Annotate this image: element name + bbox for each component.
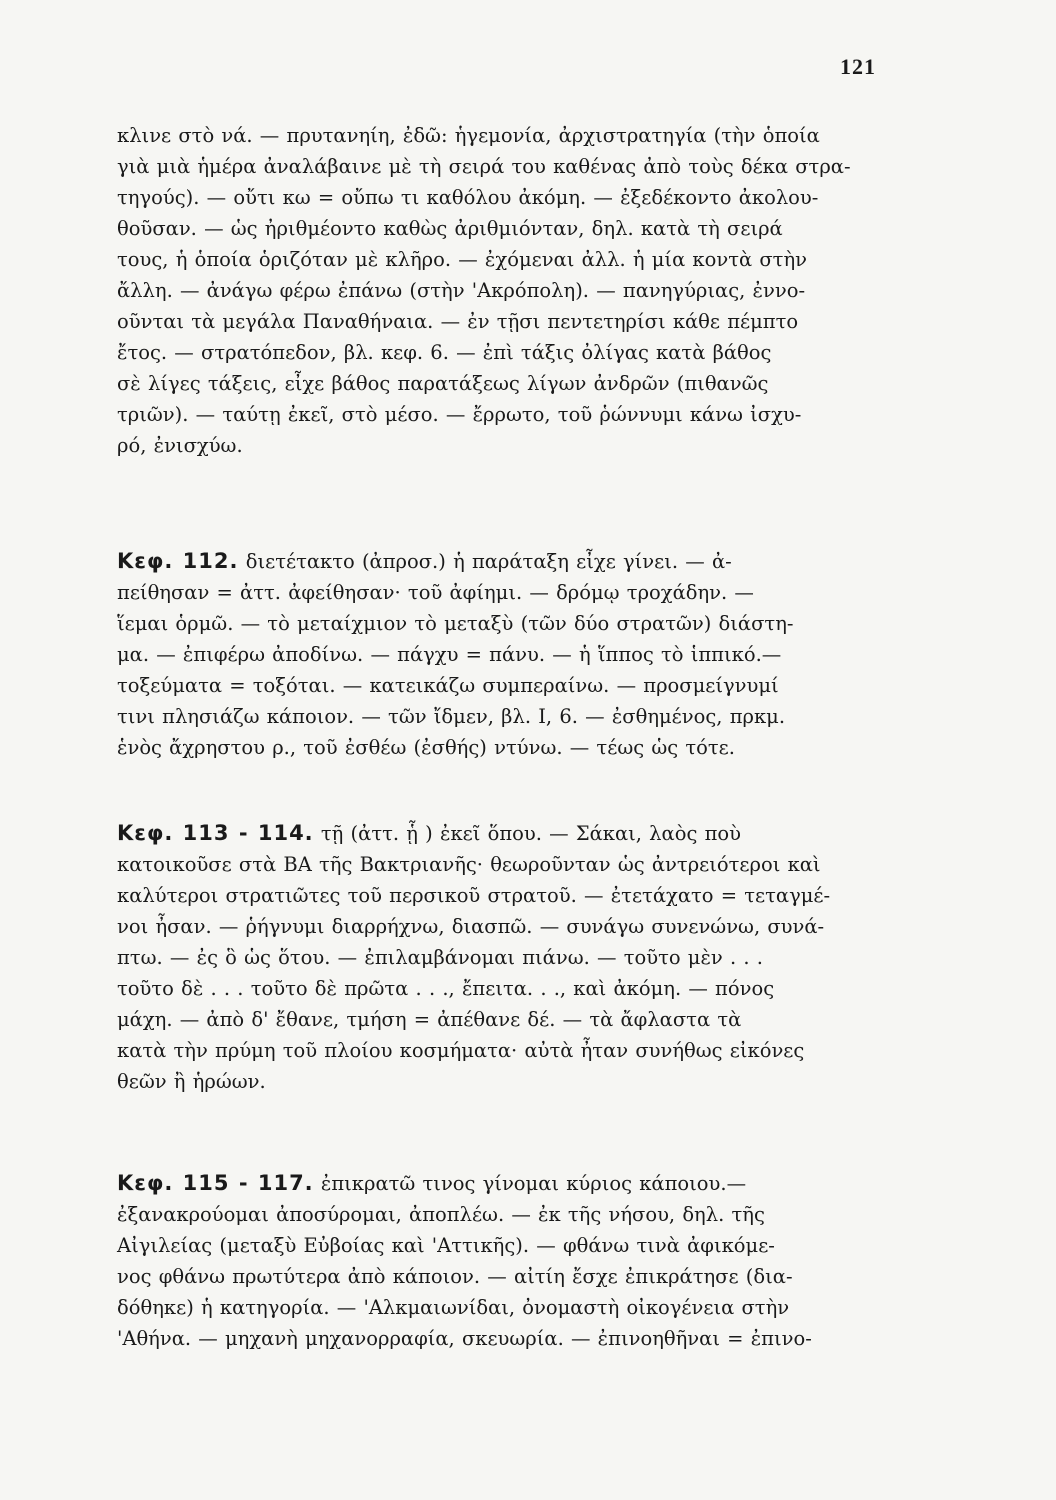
text-line: Αἰγιλείας (μεταξὺ Εὐβοίας καὶ 'Αττικῆς). — φθάνω τινὰ ἀφικόμε-: [117, 1234, 775, 1257]
text-line: καλύτεροι στρατιῶτες τοῦ περσικοῦ στρατοῦ. — ἐτετάχατο = τεταγμέ-: [117, 884, 831, 907]
text-line: ἄλλη. — ἀνάγω φέρω ἐπάνω (στὴν 'Ακρόπολη). — πανηγύριας, ἐννο-: [117, 279, 806, 302]
text-line: κατὰ τὴν πρύμη τοῦ πλοίου κοσμήματα· αὐτὰ ἦταν συνήθως εἰκόνες: [117, 1039, 805, 1062]
text-line: τοξεύματα = τοξόται. — κατεικάζω συμπεραίνω. — προσμείγνυμί: [117, 674, 779, 697]
commentary-section-113-114: [117, 818, 963, 1097]
text-line: πτω. — ἐς ὃ ὡς ὅτου. — ἐπιλαμβάνομαι πιάνω. — τοῦτο μὲν . . .: [117, 946, 763, 969]
commentary-section-115-117: [117, 1168, 963, 1354]
text-line: μάχη. — ἀπὸ δ' ἔθανε, τμήση = ἀπέθανε δέ. — τὰ ἄφλαστα τὰ: [117, 1008, 742, 1031]
text-line: κατοικοῦσε στὰ ΒΑ τῆς Βακτριανῆς· θεωροῦνταν ὡς ἀντρειότεροι καὶ: [117, 853, 821, 876]
text-line: μα. — ἐπιφέρω ἀποδίνω. — πάγχυ = πάνυ. — ἡ ἵππος τὸ ἱππικό.—: [117, 643, 782, 666]
text-line: κλινε στὸ νά. — πρυτανηίη, ἐδῶ: ἡγεμονία, ἀρχιστρατηγία (τὴν ὁποία: [117, 124, 820, 147]
text-line: [117, 546, 963, 577]
text-line: ἑνὸς ἄχρηστου ρ., τοῦ ἐσθέω (ἐσθής) ντύνω. — τέως ὡς τότε.: [117, 736, 735, 759]
text-line: θοῦσαν. — ὡς ἠριθμέοντο καθὼς ἀριθμιόνταν, δηλ. κατὰ τὴ σειρά: [117, 217, 783, 240]
text-line-body: διετέτακτο (ἀπροσ.) ἡ παράταξη εἶχε γίνει. — ἀ-: [245, 550, 732, 573]
text-line: ρό, ἐνισχύω.: [117, 434, 243, 457]
chapter-heading: Κεφ. 113 - 114.: [117, 821, 314, 845]
text-line: γιὰ μιὰ ἡμέρα ἀναλάβαινε μὲ τὴ σειρά του καθένας ἀπὸ τοὺς δέκα στρα-: [117, 155, 851, 178]
text-line: τριῶν). — ταύτῃ ἐκεῖ, στὸ μέσο. — ἔρρωτο, τοῦ ῥώννυμι κάνω ἰσχυ-: [117, 403, 802, 426]
chapter-heading: Κεφ. 112.: [117, 549, 239, 573]
text-line: τους, ἡ ὁποία ὁριζόταν μὲ κλῆρο. — ἐχόμεναι ἀλλ. ἡ μία κοντὰ στὴν: [117, 248, 808, 271]
text-line: σὲ λίγες τάξεις, εἶχε βάθος παρατάξεως λίγων ἀνδρῶν (πιθανῶς: [117, 372, 769, 395]
commentary-section-1: [117, 120, 963, 461]
text-line: τινι πλησιάζω κάποιον. — τῶν ἴδμεν, βλ. Ι, 6. — ἐσθημένος, πρκμ.: [117, 705, 786, 728]
text-line: [117, 818, 963, 849]
text-line: τοῦτο δὲ . . . τοῦτο δὲ πρῶτα . . ., ἔπειτα. . ., καὶ ἀκόμη. — πόνος: [117, 977, 775, 1000]
text-line: νος φθάνω πρωτύτερα ἀπὸ κάποιον. — αἰτίη ἔσχε ἐπικράτησε (δια-: [117, 1265, 793, 1288]
text-line: θεῶν ἢ ἡρώων.: [117, 1070, 266, 1093]
text-line: ἐξανακρούομαι ἀποσύρομαι, ἀποπλέω. — ἐκ τῆς νήσου, δηλ. τῆς: [117, 1203, 765, 1226]
text-line: [117, 1168, 963, 1199]
commentary-section-112: [117, 546, 963, 763]
text-line: δόθηκε) ἡ κατηγορία. — 'Αλκμαιωνίδαι, ὀνομαστὴ οἰκογένεια στὴν: [117, 1296, 790, 1319]
page-number: 121: [840, 54, 876, 79]
text-line: ἵεμαι ὁρμῶ. — τὸ μεταίχμιον τὸ μεταξὺ (τῶν δύο στρατῶν) διάστη-: [117, 612, 794, 635]
text-line-body: τῇ (ἀττ. ᾗ ) ἐκεῖ ὅπου. — Σάκαι, λαὸς ποὺ: [320, 822, 741, 845]
text-line: 'Αθήνα. — μηχανὴ μηχανορραφία, σκευωρία. — ἐπινοηθῆναι = ἐπινο-: [117, 1327, 812, 1350]
text-line: τηγούς). — οὔτι κω = οὔπω τι καθόλου ἀκόμη. — ἐξεδέκοντο ἀκολου-: [117, 186, 819, 209]
chapter-heading: Κεφ. 115 - 117.: [117, 1171, 314, 1195]
text-line: οῦνται τὰ μεγάλα Παναθήναια. — ἐν τῇσι πεντετηρίσι κάθε πέμπτο: [117, 310, 799, 333]
text-line: ἔτος. — στρατόπεδον, βλ. κεφ. 6. — ἐπὶ τάξις ὀλίγας κατὰ βάθος: [117, 341, 772, 364]
text-line: πείθησαν = ἀττ. ἀφείθησαν· τοῦ ἀφίημι. — δρόμῳ τροχάδην. —: [117, 581, 754, 604]
text-line-body: ἐπικρατῶ τινος γίνομαι κύριος κάποιου.—: [320, 1172, 747, 1195]
text-line: νοι ἦσαν. — ῥήγνυμι διαρρήχνω, διασπῶ. — συνάγω συνενώνω, συνά-: [117, 915, 825, 938]
